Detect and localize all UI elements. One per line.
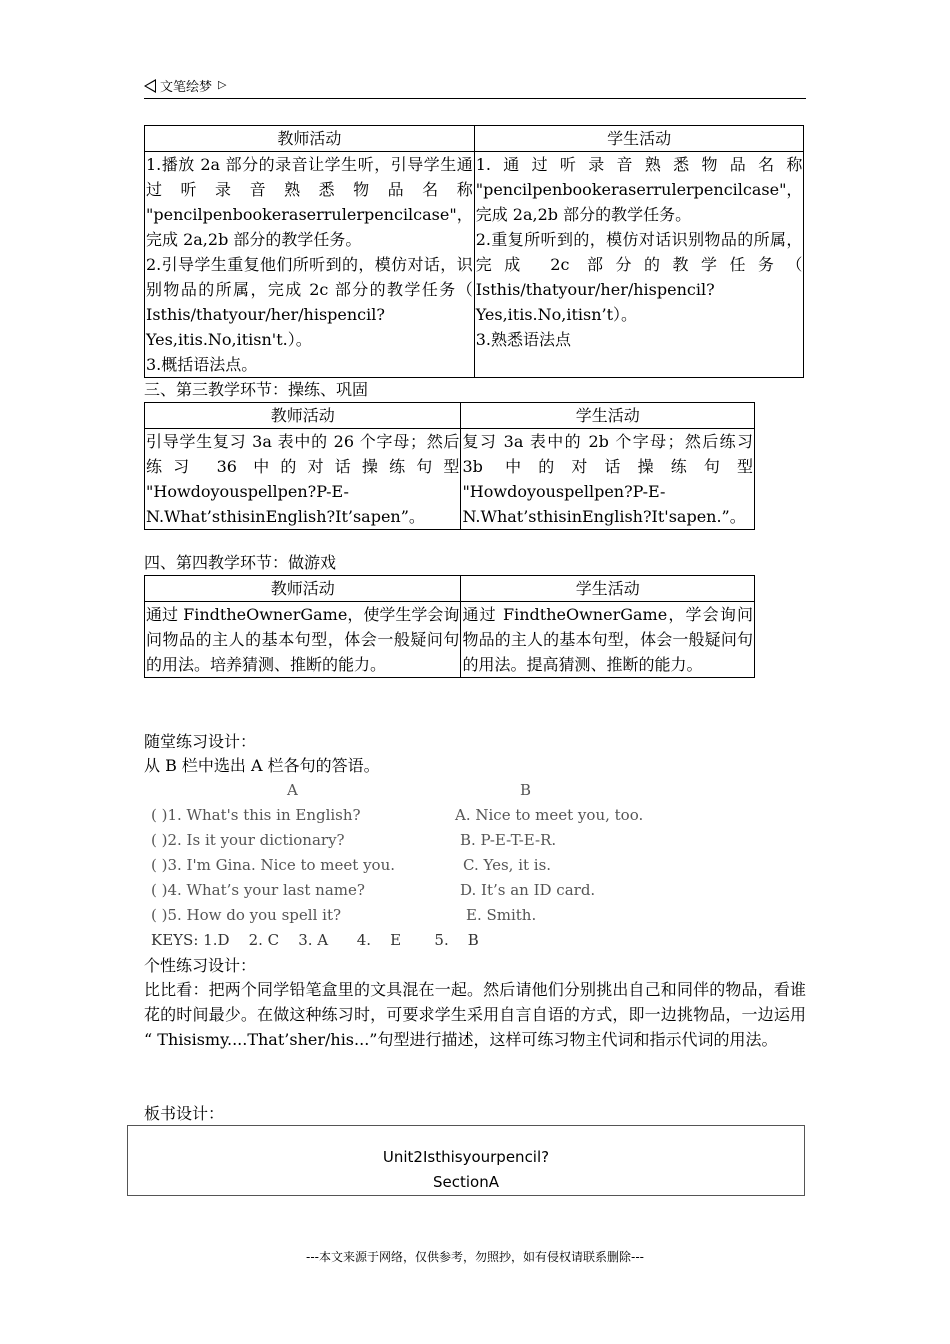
table1-head-student: 学生活动: [474, 126, 804, 152]
triangle-left-icon: [144, 79, 156, 93]
exercise-answer: D. It’s an ID card.: [460, 881, 596, 899]
section3-title: 三、第三教学环节：操练、巩固: [144, 380, 369, 399]
board-line-2: SectionA: [433, 1173, 499, 1191]
activity-table-2: [144, 402, 755, 530]
exercise-col-b-header: B: [520, 781, 532, 799]
exercise-answer: B. P-E-T-E-R.: [460, 831, 557, 849]
table1-teacher-cell: [145, 152, 475, 378]
table1-teacher-item: 2.引导学生重复他们所听到的，模仿对话，识别物品的所属，完成 2c 部分的教学任务（ Isthis/thatyour/her/hispencil?Yes,itis.No,itisn't.）。: [146, 255, 473, 349]
table3-head-teacher: 教师活动: [145, 576, 461, 602]
page-footer: ---本文来源于网络，仅供参考，勿照抄，如有侵权请联系删除---: [306, 1250, 644, 1264]
table3-student-cell: 通过 FindtheOwnerGame，学会询问物品的主人的基本句型，体会一般疑问句的用法。提高猜测、推断的能力。: [461, 602, 755, 678]
table1-student-item: 2.重复所听到的，模仿对话识别物品的所属，完成 2c 部分的教学任务（ Isthis/thatyour/her/hispencil?Yes,itis.No,itisn’t）。: [475, 230, 803, 324]
header-brand: 文笔绘梦 ▷: [144, 76, 226, 95]
table1-student-item: 1.通过听录音熟悉物品名称 "pencilpenbookeraserrulerpencilcase"，完成 2a,2b 部分的教学任务。: [475, 155, 803, 224]
exercise-question: ( )1. What's this in English?: [151, 806, 361, 824]
board-title: 板书设计：: [144, 1104, 225, 1123]
activity-table-3: [144, 575, 755, 678]
table2-head-teacher: 教师活动: [145, 403, 461, 429]
table1-student-item: 3.熟悉语法点: [475, 330, 571, 349]
practice-title: 随堂练习设计：: [144, 732, 257, 751]
exercise-answer: C. Yes, it is.: [463, 856, 552, 874]
exercise-keys: KEYS: 1.D 2. C 3. A 4. E 5. B: [151, 931, 479, 949]
exercise-col-a-header: A: [287, 781, 298, 799]
exercise-question: ( )3. I'm Gina. Nice to meet you.: [151, 856, 396, 874]
exercise-answer: E. Smith.: [466, 906, 537, 924]
exercise-question: ( )5. How do you spell it?: [151, 906, 342, 924]
table1-student-cell: [474, 152, 804, 378]
personal-text: 比比看：把两个同学铅笔盒里的文具混在一起。然后请他们分别挑出自己和同伴的物品，看谁花的时间最少。在做这种练习时，可要求学生采用自言自语的方式，即一边挑物品，一边运用 “ Thisismy....That’sher/his...”句型进行描述，这样可练习物主代词和指示代词的用法。: [144, 980, 806, 1049]
table3-teacher-cell: 通过 FindtheOwnerGame，使学生学会询问物品的主人的基本句型，体会一般疑问句的用法。培养猜测、推断的能力。: [145, 602, 461, 678]
board-line-1: Unit2Isthisyourpencil?: [382, 1148, 550, 1166]
table2-head-student: 学生活动: [461, 403, 755, 429]
table2-student-cell: 复习 3a 表中的 2b 个字母；然后练习 3b 中的对话操练句型 "Howdoyouspellpen?P-E-N.What’sthisinEnglish?It'sapen.”。: [461, 429, 755, 530]
table1-head-teacher: 教师活动: [145, 126, 475, 152]
triangle-right-icon: ▷: [218, 78, 227, 91]
section4-title: 四、第四教学环节：做游戏: [144, 553, 337, 572]
exercise-question: ( )4. What’s your last name?: [151, 881, 365, 899]
table1-teacher-item: 1.播放 2a 部分的录音让学生听，引导学生通过听录音熟悉物品名称 "pencilpenbookeraserrulerpencilcase"，完成 2a,2b 部分的教学任务。: [146, 155, 473, 249]
exercise-answer: A. Nice to meet you, too.: [455, 806, 644, 824]
page-header: [144, 72, 806, 99]
table1-teacher-item: 3.概括语法点。: [146, 355, 258, 374]
practice-instruction: 从 B 栏中选出 A 栏各句的答语。: [144, 756, 380, 775]
board-box: [127, 1125, 805, 1196]
activity-table-1: [144, 125, 804, 378]
personal-title: 个性练习设计：: [144, 956, 257, 975]
exercise-question: ( )2. Is it your dictionary?: [151, 831, 345, 849]
table3-head-student: 学生活动: [461, 576, 755, 602]
table2-teacher-cell: 引导学生复习 3a 表中的 26 个字母；然后练习 36 中的对话操练句型 "Howdoyouspellpen?P-E-N.What’sthisinEnglish?It’sapen”。: [145, 429, 461, 530]
